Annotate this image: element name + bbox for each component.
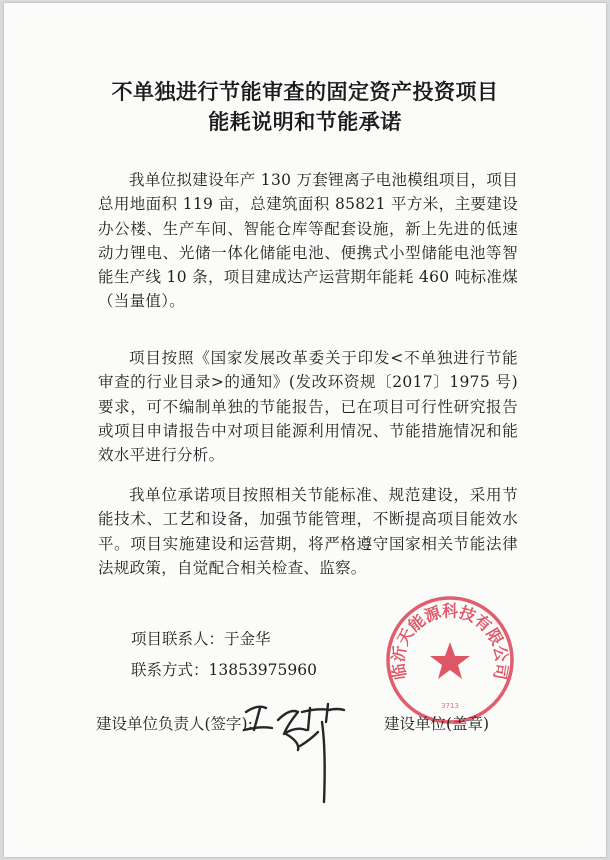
contact-method: 联系方式：13853975960 [131, 661, 317, 679]
document-title-line1: 不单独进行节能审查的固定资产投资项目 [111, 79, 499, 104]
seal-text: 临沂天能源科技有限公司 [388, 601, 512, 682]
paragraph-commitment: 我单位承诺项目按照相关节能标准、规范建设，采用节能技术、工艺和设备，加强节能管理，不断提高项目能效水平。项目实施建设和运营期，将严格遵守国家相关节能法律法规政策，自觉配合相关检查、监察。 [98, 486, 518, 577]
document-title-line2: 能耗说明和节能承诺 [208, 109, 402, 134]
paragraph-policy-basis: 项目按照《国家发展改革委关于印发<不单独进行节能审查的行业目录>的通知》(发改环资规〔2017〕1975 号)要求，可不编制单独的节能报告，已在项目可行性研究报告或项目申请报告中对项目能源利用情况、节能措施情况和能效水平进行分析。 [98, 349, 518, 465]
signature-label: 建设单位负责人(签字): [96, 715, 253, 733]
handwritten-signature-icon [238, 690, 378, 810]
company-seal-icon [380, 590, 520, 730]
seal-label: 建设单位(盖章) [384, 715, 490, 733]
contact-person: 项目联系人：于金华 [131, 630, 271, 648]
seal-code: 3713 [441, 702, 459, 710]
paragraph-project-description: 我单位拟建设年产 130 万套锂离子电池模组项目，项目总用地面积 119 亩，总建筑面积 85821 平方米，主要建设办公楼、生产车间、智能仓库等配套设施，新上先进的低速动力锂电、光储一体化储能电池、便携式小型储能电池等智能生产线 10 条，项目建成达产运营期年能耗 460 吨标准煤（当量值）。 [98, 171, 518, 311]
